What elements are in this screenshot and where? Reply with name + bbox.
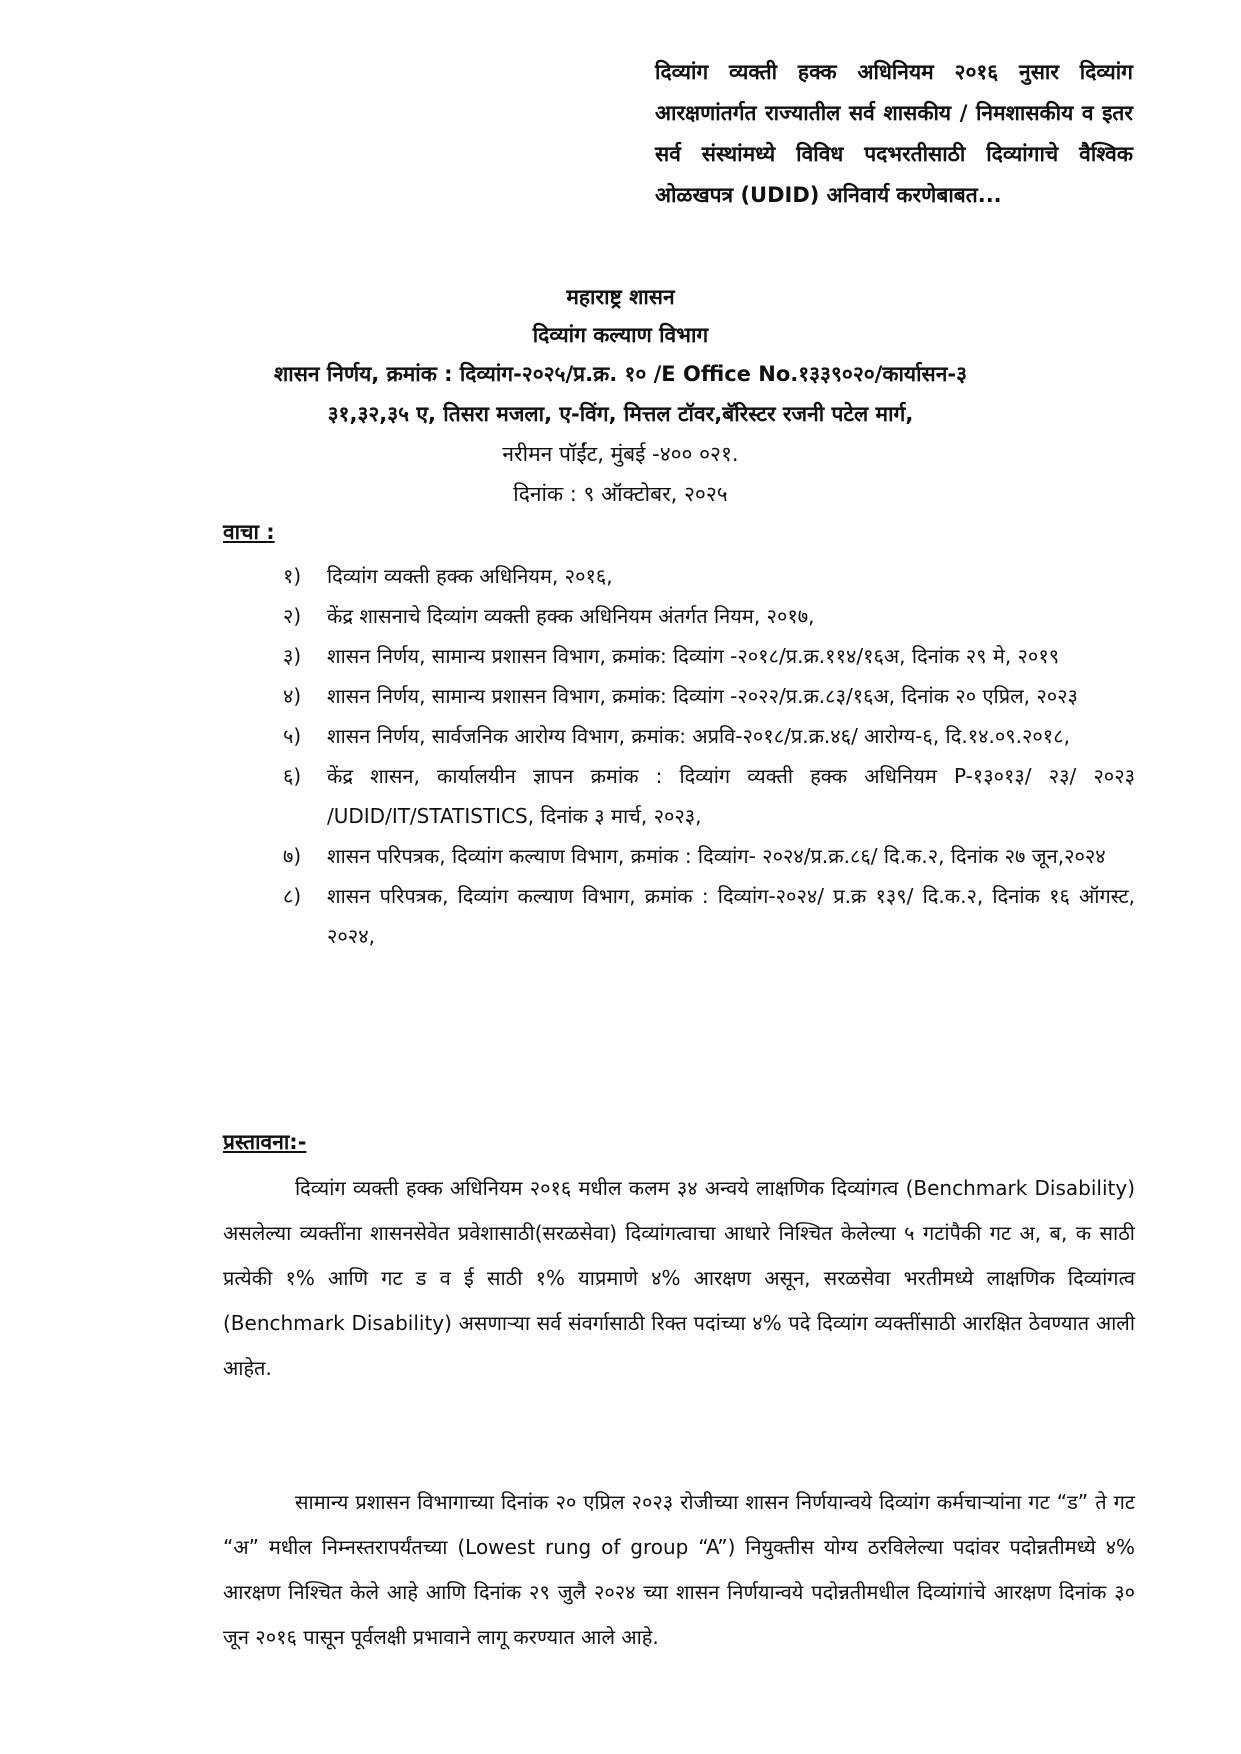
address-line-1: ३१,३२,३५ ए, तिसरा मजला, ए-विंग, मित्तल टॉवर,बॅरिस्टर रजनी पटेल मार्ग, [327,402,914,426]
government-name: महाराष्ट्र शासन [566,285,675,309]
read-label: वाचा : [223,520,275,544]
reference-text: दिव्यांग व्यक्ती हक्क अधिनियम, २०१६, [327,564,613,588]
reference-number-label: ८) [283,884,302,908]
subject-heading: दिव्यांग व्यक्ती हक्क अधिनियम २०१६ नुसार दिव्यांग आरक्षणांतर्गत राज्यातील सर्व शासकीय / निमशासकीय व इतर सर्व संस्थांमध्ये विविध पदभरतीसाठी दिव्यांगाचे वैश्विक ओळखपत्र (UDID) अनिवार्य करणेबाबत... [655,60,1133,207]
preamble-paragraph-2: सामान्य प्रशासन विभागाच्या दिनांक २० एप्रिल २०२३ रोजीच्या शासन निर्णयान्वये दिव्यांग कर्मचाऱ्यांना गट “ड” ते गट “अ” मधील निम्नस्तरापर्यंतच्या (Lowest rung of group “A”) नियुक्तीस योग्य ठरविलेल्या पदांवर पदोन्नतीमध्ये ४% आरक्षण निश्चित केले आहे आणि दिनांक २९ जुलै २०२४ च्या शासन निर्णयान्वये पदोन्नतीमधील दिव्यांगांचे आरक्षण दिनांक ३० जून २०१६ पासून पूर्वलक्षी प्रभावाने लागू करण्यात आले आहे. [223,1490,1135,1649]
reference-number-label: १) [283,564,302,588]
list-item [283,556,1135,596]
reference-number-label: ५) [283,724,302,748]
department-name: दिव्यांग कल्याण विभाग [532,323,709,347]
reference-text: केंद्र शासन, कार्यालयीन ज्ञापन क्रमांक : दिव्यांग व्यक्ती हक्क अधिनियम P-१३०१३/ २३/ २०२३ /UDID/IT/STATISTICS, दिनांक ३ मार्च, २०२३, [327,764,1135,828]
reference-text: शासन परिपत्रक, दिव्यांग कल्याण विभाग, क्रमांक : दिव्यांग- २०२४/प्र.क्र.८६/ दि.क.२, दिनांक २७ जून,२०२४ [327,844,1106,868]
reference-text: शासन निर्णय, सामान्य प्रशासन विभाग, क्रमांक: दिव्यांग -२०१८/प्र.क्र.११४/१६अ, दिनांक २९ मे, २०१९ [327,644,1060,668]
reference-number-label: ७) [283,844,302,868]
reference-text: शासन परिपत्रक, दिव्यांग कल्याण विभाग, क्रमांक : दिव्यांग-२०२४/ प्र.क्र १३९/ दि.क.२, दिनांक १६ ऑगस्ट, २०२४, [327,884,1135,948]
reference-number-label: ६) [283,764,302,788]
reference-number: शासन निर्णय, क्रमांक : दिव्यांग-२०२५/प्र.क्र. १० /E Office No.१३३९०२०/कार्यासन-३ [273,362,968,386]
reference-text: शासन निर्णय, सार्वजनिक आरोग्य विभाग, क्रमांक: अप्रवि-२०१८/प्र.क्र.४६/ आरोग्य-६, दि.१४.०९.२०१८, [327,724,1070,748]
reference-number-label: ३) [283,644,302,668]
list-item [283,716,1135,756]
reference-text: शासन निर्णय, सामान्य प्रशासन विभाग, क्रमांक: दिव्यांग -२०२२/प्र.क्र.८३/१६अ, दिनांक २० एप्रिल, २०२३ [327,684,1078,708]
address-line-2: नरीमन पॉईंट, मुंबई -४०० ०२१. [502,442,739,466]
list-item [283,876,1135,956]
list-item [283,596,1135,636]
list-item [283,636,1135,676]
reference-text: केंद्र शासनाचे दिव्यांग व्यक्ती हक्क अधिनियम अंतर्गत नियम, २०१७, [327,604,815,628]
list-item [283,676,1135,716]
reference-number-label: २) [283,604,302,628]
document-header [0,278,1241,514]
list-item [283,756,1135,836]
preamble-label: प्रस्तावना:- [223,1130,307,1154]
document-date: दिनांक : ९ ऑक्टोबर, २०२५ [513,482,728,506]
preamble-paragraph-1: दिव्यांग व्यक्ती हक्क अधिनियम २०१६ मधील कलम ३४ अन्वये लाक्षणिक दिव्यांगत्व (Benchmark Disability) असलेल्या व्यक्तींना शासनसेवेत प्रवेशासाठी(सरळसेवा) दिव्यांगत्वाचा आधारे निश्चित केलेल्या ५ गटांपैकी गट अ, ब, क साठी प्रत्येकी १% आणि गट ड व ई साठी १% याप्रमाणे ४% आरक्षण असून, सरळसेवा भरतीमध्ये लाक्षणिक दिव्यांगत्व (Benchmark Disability) असणाऱ्या सर्व संवर्गासाठी रिक्त पदांच्या ४% पदे दिव्यांग व्यक्तींसाठी आरक्षित ठेवण्यात आली आहेत. [223,1176,1135,1380]
reference-number-label: ४) [283,684,302,708]
list-item [283,836,1135,876]
reference-list [283,556,1135,956]
